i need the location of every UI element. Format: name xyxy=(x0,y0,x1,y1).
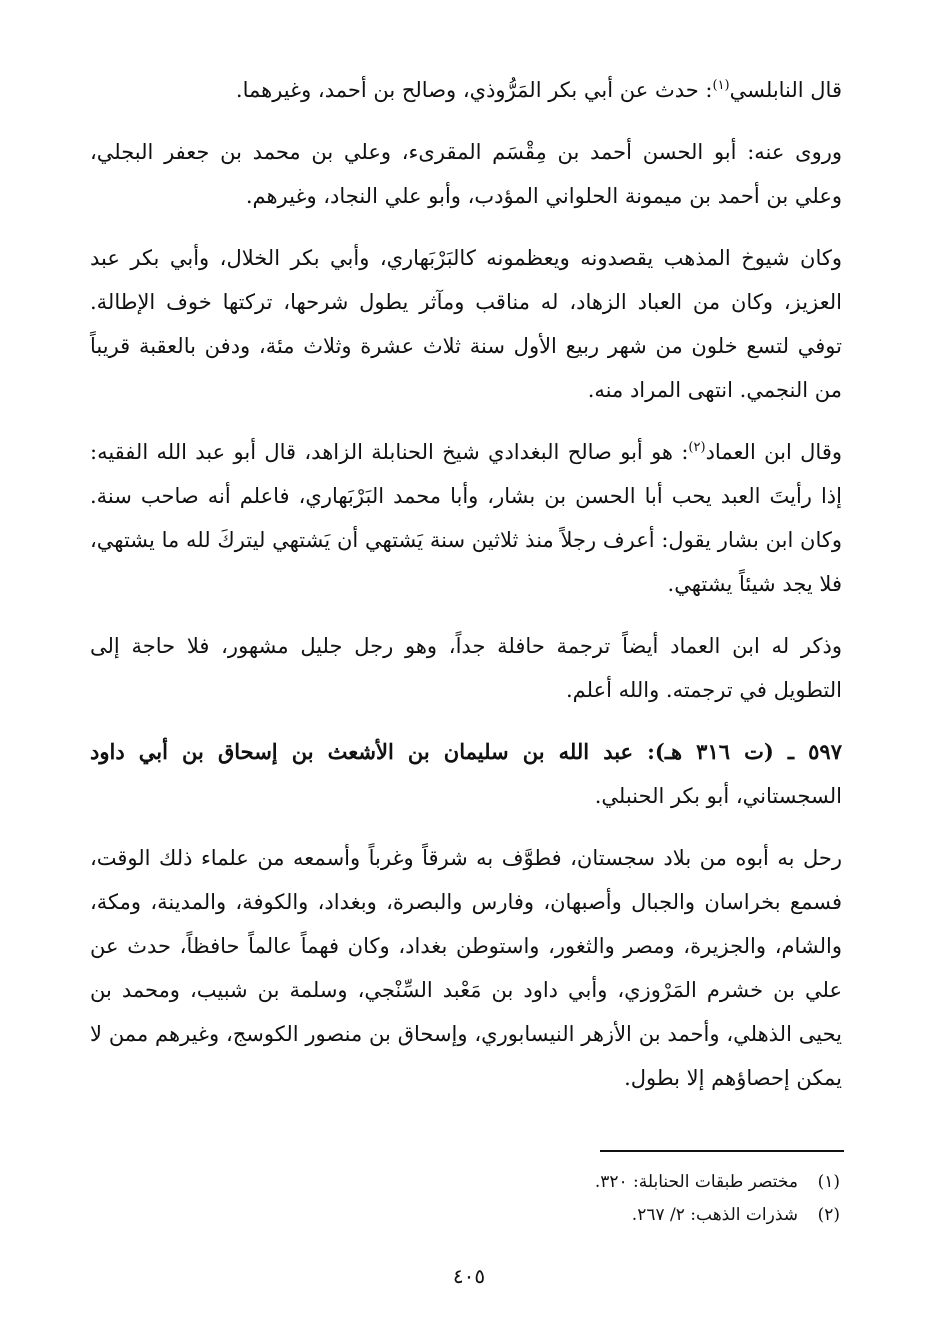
paragraph-shuyukh xyxy=(90,236,842,412)
footnote-2 xyxy=(240,1199,840,1232)
footnote-1 xyxy=(240,1166,840,1199)
paragraph-text: وكان شيوخ المذهب يقصدونه ويعظمونه كالبَرْبَهاري، وأبي بكر الخلال، وأبي بكر عبد العزيز، وكان من العباد الزهاد، له مناقب ومآثر يطول شرحها، تركتها خوف الإطالة. توفي لتسع خلون من شهر ربيع الأول سنة ثلاث عشرة وثلاث مئة، ودفن بالعقبة قريباً من النجمي. انتهى المراد منه. xyxy=(90,246,842,402)
paragraph-text: : حدث عن أبي بكر المَرُّوذي، وصالح بن أحمد، وغيرهما. xyxy=(235,78,713,102)
page-body xyxy=(90,68,842,1118)
paragraph-rihla xyxy=(90,836,842,1100)
footnote-ref: (٢) xyxy=(688,440,706,455)
paragraph-text: وروى عنه: أبو الحسن أحمد بن مِقْسَم المقرىء، وعلي بن محمد بن جعفر البجلي، وعلي بن أحمد بن ميمونة الحلواني المؤدب، وأبو علي النجاد، وغيرهم. xyxy=(90,140,842,208)
paragraph-text: قال النابلسي xyxy=(729,78,842,102)
footnote-divider xyxy=(600,1150,844,1152)
paragraph-text: السجستاني، أبو بكر الحنبلي. xyxy=(594,784,842,808)
paragraph-narrators xyxy=(90,130,842,218)
entry-597 xyxy=(90,730,842,818)
entry-heading: ٥٩٧ ـ (ت ٣١٦ هـ): عبد الله بن سليمان بن الأشعث بن إسحاق بن أبي داود xyxy=(90,739,842,764)
paragraph-text: وقال ابن العماد xyxy=(705,440,842,464)
footnote-ref: (١) xyxy=(712,78,730,93)
paragraph-tarjama xyxy=(90,624,842,712)
footnote-text: مختصر طبقات الحنابلة: ٣٢٠. xyxy=(594,1172,798,1192)
paragraph-nabulsi xyxy=(90,68,842,112)
footnote-number: (٢) xyxy=(817,1205,840,1225)
paragraph-ibn-al-imad xyxy=(90,430,842,606)
page-number: ٤٠٥ xyxy=(452,1264,486,1288)
paragraph-text: رحل به أبوه من بلاد سجستان، فطوَّف به شرقاً وغرباً وأسمعه من علماء ذلك الوقت، فسمع بخراسان والجبال وأصبهان، وفارس والبصرة، وبغداد، والكوفة، والمدينة، ومكة، والشام، والجزيرة، ومصر والثغور، واستوطن بغداد، وكان فهماً عالماً حافظاً، حدث عن علي بن خشرم المَرْوزي، وأبي داود بن مَعْبد السِّنْجي، وسلمة بن شبيب، ومحمد بن يحيى الذهلي، وأحمد بن الأزهر النيسابوري، وإسحاق بن منصور الكوسج، وغيرهم ممن لا يمكن إحصاؤهم إلا بطول. xyxy=(90,846,842,1090)
footnote-number: (١) xyxy=(817,1172,840,1192)
paragraph-text: وذكر له ابن العماد أيضاً ترجمة حافلة جداً، وهو رجل جليل مشهور، فلا حاجة إلى التطويل في ترجمته. والله أعلم. xyxy=(90,634,842,702)
paragraph-text: : هو أبو صالح البغدادي شيخ الحنابلة الزاهد، قال أبو عبد الله الفقيه: إذا رأيتَ العبد يحب أبا الحسن بن بشار، وأبا محمد البَرْبَهاري، فاعلم أنه صاحب سنة. وكان ابن بشار يقول: أعرف رجلاً منذ ثلاثين سنة يَشتهي أن يَشتهي ليتركَ لله ما يشتهي، فلا يجد شيئاً يشتهي. xyxy=(90,440,842,596)
footnote-text: شذرات الذهب: ٢/ ٢٦٧. xyxy=(631,1205,798,1225)
footnotes xyxy=(240,1166,840,1232)
